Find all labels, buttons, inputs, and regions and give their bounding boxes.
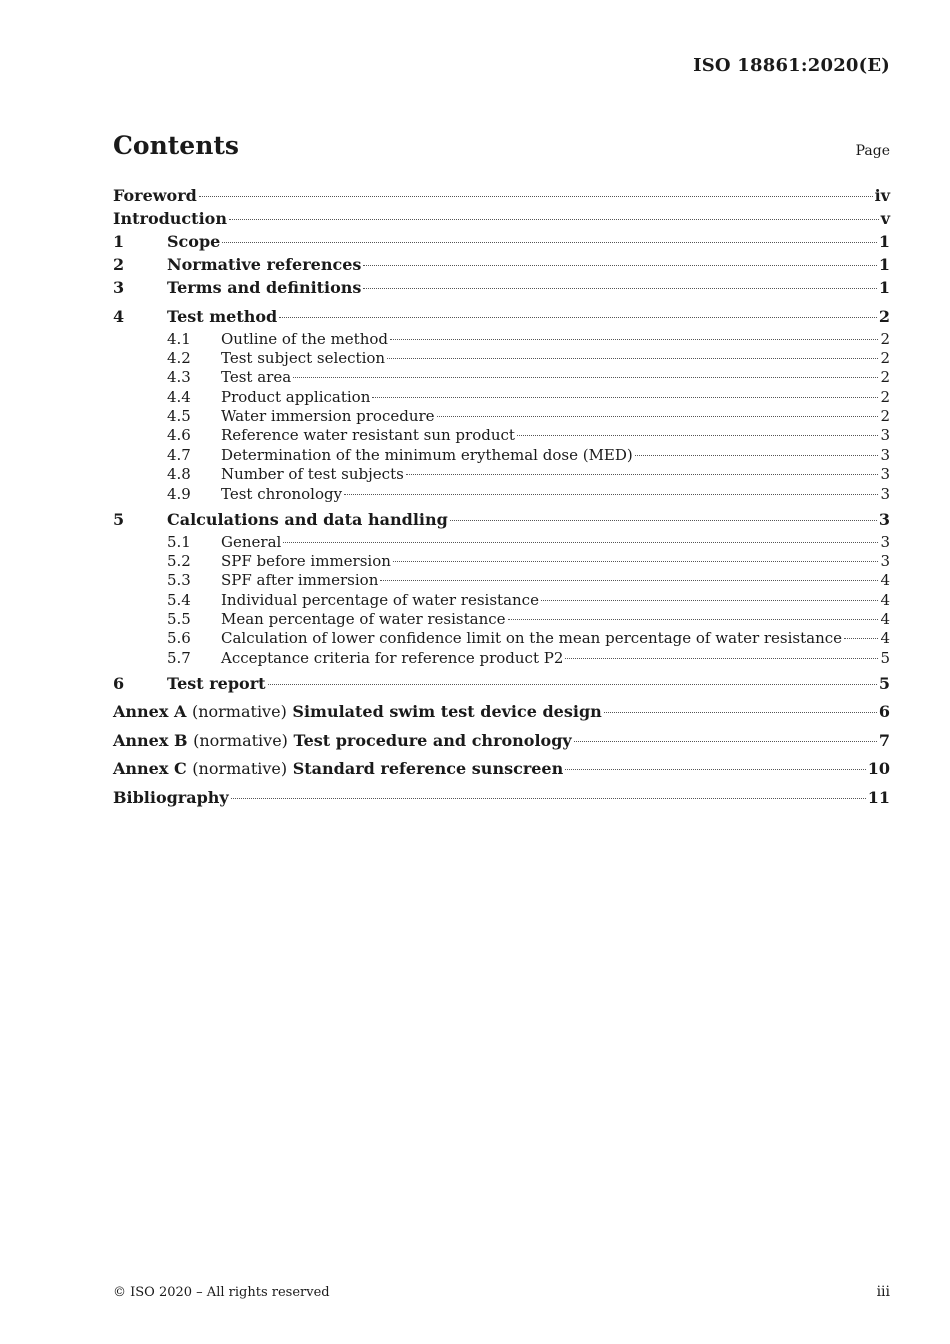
toc-page-number: 5 xyxy=(878,673,890,693)
toc-subentry-number: 5.3 xyxy=(167,571,191,590)
toc-subentry[interactable] xyxy=(113,349,890,368)
toc-subentry[interactable] xyxy=(113,407,890,426)
toc-subentry-number: 4.4 xyxy=(167,387,191,406)
toc-subentry-number: 4.1 xyxy=(167,329,191,348)
toc-page-number: 1 xyxy=(878,255,890,274)
annex-title: Simulated swim test device design xyxy=(292,702,602,722)
toc-entry-title: Test method xyxy=(167,306,278,326)
annex-title: Test procedure and chronology xyxy=(293,730,572,750)
toc-subentry-number: 4.5 xyxy=(167,407,191,426)
toc-subentry-number: 5.5 xyxy=(167,610,191,629)
dot-leader xyxy=(635,455,879,456)
dot-leader xyxy=(565,769,865,770)
dot-leader xyxy=(372,397,878,398)
toc-entry-title: Introduction xyxy=(113,209,227,228)
toc-page-number: 2 xyxy=(880,387,890,406)
toc-entry-number: 3 xyxy=(113,278,125,297)
toc-entry-number: 6 xyxy=(113,673,125,693)
dot-leader xyxy=(222,242,877,243)
toc-page-number: iv xyxy=(874,186,890,205)
toc-page-number: 10 xyxy=(867,759,890,779)
dot-leader xyxy=(268,684,877,685)
dot-leader xyxy=(363,265,876,266)
toc-subentry-number: 4.9 xyxy=(167,484,191,503)
dot-leader xyxy=(363,288,876,289)
toc-page-number: 3 xyxy=(880,551,890,570)
toc-subentry-title: Outline of the method xyxy=(221,329,388,348)
toc-entry-title: Terms and definitions xyxy=(167,278,362,297)
toc-entry-title: Calculations and data handling xyxy=(167,509,448,529)
toc-entry[interactable] xyxy=(113,209,890,232)
toc-subentry-number: 5.7 xyxy=(167,648,191,667)
toc-subentry-number: 4.7 xyxy=(167,445,191,464)
toc-page-number: 1 xyxy=(878,232,890,251)
toc-page-number: 3 xyxy=(880,445,890,464)
toc-subentry[interactable] xyxy=(113,368,890,387)
toc-page-number: 3 xyxy=(880,465,890,484)
toc-entry[interactable] xyxy=(113,759,890,782)
toc-entry[interactable] xyxy=(113,702,890,725)
toc-page-number: 2 xyxy=(878,306,890,326)
toc-entry[interactable] xyxy=(113,232,890,255)
toc-entry[interactable] xyxy=(113,278,890,301)
dot-leader xyxy=(541,600,878,601)
toc-page-number: 7 xyxy=(878,730,890,750)
toc-subentry-title: SPF before immersion xyxy=(221,551,391,570)
toc-page-number: 3 xyxy=(878,509,890,529)
annex-label: Annex B xyxy=(113,730,188,750)
toc-subentry-number: 5.2 xyxy=(167,551,191,570)
toc-subentry[interactable] xyxy=(113,629,890,648)
toc-page-number: 1 xyxy=(878,278,890,297)
annex-title: Standard reference sunscreen xyxy=(292,759,564,779)
toc-subentry-number: 5.1 xyxy=(167,532,191,551)
toc-subentry-title: Acceptance criteria for reference product P2 xyxy=(221,648,564,667)
toc-subentry-title: Calculation of lower confidence limit on the mean percentage of water resistance xyxy=(221,629,843,648)
toc-page-number: v xyxy=(880,209,890,228)
toc-subentry-number: 4.8 xyxy=(167,465,191,484)
toc-subentry-title: Test subject selection xyxy=(221,348,386,367)
dot-leader xyxy=(604,712,877,713)
toc-entry-title xyxy=(113,731,572,750)
toc-subentry-number: 5.6 xyxy=(167,629,191,648)
toc-page-number: 5 xyxy=(880,648,890,667)
document-id: ISO 18861:2020(E) xyxy=(693,55,890,76)
toc-subentry-title: Determination of the minimum erythemal dose (MED) xyxy=(221,445,633,464)
toc-subentry[interactable] xyxy=(113,485,890,504)
toc-entry-number: 2 xyxy=(113,255,125,274)
dot-leader xyxy=(450,520,877,521)
toc-subentry[interactable] xyxy=(113,465,890,484)
toc-entry[interactable] xyxy=(113,510,890,533)
toc-entry[interactable] xyxy=(113,186,890,209)
dot-leader xyxy=(437,416,879,417)
toc-page-number: 3 xyxy=(880,426,890,445)
toc-subentry-title: Number of test subjects xyxy=(221,465,404,484)
annex-qualifier: (normative) xyxy=(192,759,288,779)
dot-leader xyxy=(380,580,878,581)
toc-subentry-title: Individual percentage of water resistance xyxy=(221,590,539,609)
dot-leader xyxy=(283,542,878,543)
dot-leader xyxy=(390,339,878,340)
toc-subentry-number: 4.6 xyxy=(167,426,191,445)
toc-entry[interactable] xyxy=(113,731,890,754)
dot-leader xyxy=(406,474,879,475)
copyright-notice: © ISO 2020 – All rights reserved xyxy=(113,1285,330,1300)
toc-entry-title: Test report xyxy=(167,673,266,693)
toc-page-number: 6 xyxy=(878,702,890,722)
toc-subentry[interactable] xyxy=(113,552,890,571)
dot-leader xyxy=(231,798,866,799)
annex-label: Annex A xyxy=(113,702,187,722)
toc-subentry[interactable] xyxy=(113,610,890,629)
toc-entry-title: Normative references xyxy=(167,255,362,274)
toc-subentry[interactable] xyxy=(113,533,890,552)
toc-entry[interactable] xyxy=(113,674,890,697)
toc-page-number: 4 xyxy=(880,610,890,629)
toc-subentry-title: SPF after immersion xyxy=(221,571,379,590)
annex-qualifier: (normative) xyxy=(191,702,287,722)
dot-leader xyxy=(844,638,878,639)
annex-label: Annex C xyxy=(113,759,187,779)
toc-page-number: 3 xyxy=(880,532,890,551)
toc-subentry-title: General xyxy=(221,532,282,551)
toc-subentry[interactable] xyxy=(113,446,890,465)
toc-page-number: 11 xyxy=(867,787,890,807)
page-title: Contents xyxy=(113,131,240,160)
toc-subentry[interactable] xyxy=(113,591,890,610)
dot-leader xyxy=(517,435,879,436)
toc-subentry-number: 4.3 xyxy=(167,368,191,387)
toc-page-number: 4 xyxy=(880,629,890,648)
toc-entry-number: 1 xyxy=(113,232,125,251)
toc-entry[interactable] xyxy=(113,788,890,811)
dot-leader xyxy=(344,494,878,495)
toc-entry-title xyxy=(113,702,602,721)
toc-entry-title: Foreword xyxy=(113,186,197,205)
toc-subentry-number: 4.2 xyxy=(167,348,191,367)
dot-leader xyxy=(565,658,878,659)
toc-page-number: 2 xyxy=(880,348,890,367)
toc-subentry[interactable] xyxy=(113,571,890,590)
toc-subentry-title: Test chronology xyxy=(221,484,343,503)
page-number: iii xyxy=(876,1284,890,1300)
toc-subentry[interactable] xyxy=(113,388,890,407)
toc-page-number: 2 xyxy=(880,368,890,387)
toc-entry[interactable] xyxy=(113,255,890,278)
toc-page-number: 3 xyxy=(880,484,890,503)
toc-entry-number: 4 xyxy=(113,306,125,326)
page-column-label: Page xyxy=(855,143,890,159)
toc-entry-title: Bibliography xyxy=(113,787,229,807)
toc-page-number: 2 xyxy=(880,329,890,348)
toc-subentry-title: Test area xyxy=(221,368,292,387)
dot-leader xyxy=(574,741,877,742)
toc-subentry-title: Water immersion procedure xyxy=(221,407,435,426)
toc-subentry[interactable] xyxy=(113,649,890,668)
toc-subentry[interactable] xyxy=(113,330,890,349)
toc-entry-number: 5 xyxy=(113,509,125,529)
dot-leader xyxy=(229,219,879,220)
toc-subentry-title: Reference water resistant sun product xyxy=(221,426,515,445)
dot-leader xyxy=(293,377,878,378)
toc-subentry-title: Product application xyxy=(221,387,371,406)
toc-entry-title: Scope xyxy=(167,232,221,251)
dot-leader xyxy=(279,317,877,318)
toc-subentry-title: Mean percentage of water resistance xyxy=(221,610,506,629)
dot-leader xyxy=(393,561,879,562)
toc-subentry[interactable] xyxy=(113,426,890,445)
dot-leader xyxy=(387,358,878,359)
table-of-contents xyxy=(113,186,890,811)
toc-page-number: 4 xyxy=(880,590,890,609)
toc-page-number: 4 xyxy=(880,571,890,590)
toc-subentry-number: 5.4 xyxy=(167,590,191,609)
toc-entry-title xyxy=(113,759,563,778)
dot-leader xyxy=(199,196,873,197)
annex-qualifier: (normative) xyxy=(193,730,288,750)
toc-page-number: 2 xyxy=(880,407,890,426)
toc-entry[interactable] xyxy=(113,307,890,330)
dot-leader xyxy=(508,619,879,620)
